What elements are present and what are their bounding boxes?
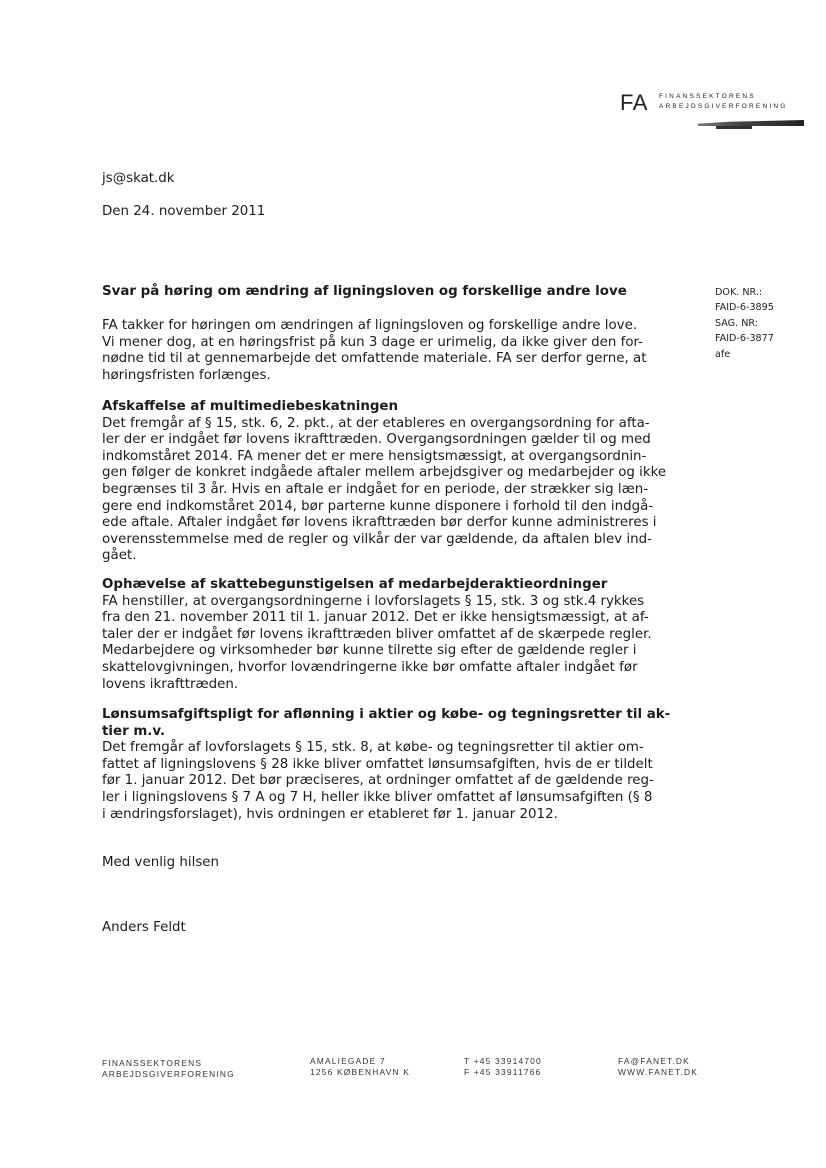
case-number-value: FAID-6-3877 xyxy=(715,333,774,345)
section-heading-line: tier m.v. xyxy=(102,723,166,739)
section-multimedia xyxy=(102,399,666,565)
closing-greeting: Med venlig hilsen xyxy=(102,855,220,870)
section-heading: Afskaffelse af multimediebeskatningen xyxy=(102,399,399,414)
recipient-email: js@skat.dk xyxy=(102,171,175,186)
logo-swoosh-underline xyxy=(716,126,752,129)
text-line: fra den 21. november 2011 til 1. januar 2012. Det er ikke hensigtsmæssigt, at af- xyxy=(102,610,649,626)
signature-name: Anders Feldt xyxy=(102,920,186,935)
author-initials: afe xyxy=(715,348,731,360)
section-employee-shares xyxy=(102,577,652,693)
text-line: skattelovgivningen, hvorfor lovændringerne ikke bør omfatte aftaler indgået før xyxy=(102,659,638,675)
doc-number-value: FAID-6-3895 xyxy=(715,302,774,314)
footer-phone-fax xyxy=(464,1056,542,1078)
text-line: gen følger de konkret indgåede aftaler mellem arbejdsgiver og medarbejder og ikke xyxy=(102,465,667,481)
text-line: før 1. januar 2012. Det bør præciseres, at ordninger omfattet af de gældende reg- xyxy=(102,773,654,789)
text-line: ler i ligningslovens § 7 A og 7 H, heller ikke bliver omfattet af lønsumsafgiften (§ 8 xyxy=(102,789,653,805)
reference-block xyxy=(715,285,774,362)
text-line: fattet af ligningslovens § 28 ikke bliver omfattet lønsumsafgiften, hvis de er tildelt xyxy=(102,756,653,772)
text-line: nødne tid til at gennemarbejde det omfattende materiale. FA ser derfor gerne, at xyxy=(102,351,647,367)
footer-street: AMALIEGADE 7 xyxy=(310,1056,386,1066)
text-line: i ændringsforslaget), hvis ordningen er etableret før 1. januar 2012. xyxy=(102,806,558,822)
footer-fax: F +45 33911766 xyxy=(464,1067,542,1077)
logo-mark: FA xyxy=(620,90,648,115)
text-line: høringsfristen forlænges. xyxy=(102,367,271,383)
text-line: indkomståret 2014. FA mener det er mere hensigtsmæssigt, at overgangsordnin- xyxy=(102,448,647,464)
text-line: FA henstiller, at overgangsordningerne i lovforslagets § 15, stk. 3 og stk.4 rykkes xyxy=(102,593,645,609)
footer-phone: T +45 33914700 xyxy=(464,1056,542,1066)
text-line: ler der er indgået før lovens ikrafttræden. Overgangsordningen gælder til og med xyxy=(102,432,651,448)
footer-address xyxy=(310,1056,410,1078)
company-logo xyxy=(620,84,810,134)
text-line: Medarbejdere og virksomheder bør kunne tilrette sig efter de gældende regler i xyxy=(102,643,637,659)
footer-city: 1256 KØBENHAVN K xyxy=(310,1067,411,1077)
case-number-label: SAG. NR: xyxy=(715,317,758,329)
footer-email: FA@FANET.DK xyxy=(618,1056,690,1066)
footer-organization xyxy=(102,1058,235,1080)
footer-org-line-2: ARBEJDSGIVERFORENING xyxy=(102,1069,235,1079)
text-line: begrænses til 3 år. Hvis en aftale er indgået for en periode, der strækker sig læn- xyxy=(102,481,649,497)
text-line: Det fremgår af § 15, stk. 6, 2. pkt., at der etableres en overgangsordning for afta- xyxy=(102,415,650,431)
footer-org-line-1: FINANSSEKTORENS xyxy=(102,1058,203,1068)
letter-date: Den 24. november 2011 xyxy=(102,204,266,219)
footer-contact xyxy=(618,1056,698,1078)
text-line: gere end indkomståret 2014, bør parterne kunne disponere i forhold til den indgå- xyxy=(102,498,654,514)
text-line: taler der er indgået før lovens ikrafttræden bliver omfattet af de skærpede regler. xyxy=(102,626,652,642)
text-line: gået. xyxy=(102,548,137,564)
logo-line-1: FINANSSEKTORENS xyxy=(659,93,756,100)
letter-title: Svar på høring om ændring af ligningsloven og forskellige andre love xyxy=(102,284,627,299)
doc-number-label: DOK. NR.: xyxy=(715,287,763,298)
section-heading-line: Lønsumsafgiftspligt for aflønning i aktier og købe- og tegningsretter til ak- xyxy=(102,707,671,722)
section-payroll-tax xyxy=(102,707,670,823)
text-line: Vi mener dog, at en høringsfrist på kun 3 dage er urimelig, da ikke giver den for- xyxy=(102,334,643,350)
logo-line-2: ARBEJDSGIVERFORENING xyxy=(659,103,788,110)
intro-paragraph xyxy=(102,318,646,384)
text-line: ede aftale. Aftaler indgået før lovens ikrafttræden bør derfor kunne administreres i xyxy=(102,515,657,531)
section-heading: Ophævelse af skattebegunstigelsen af medarbejderaktieordninger xyxy=(102,577,608,592)
text-line: lovens ikrafttræden. xyxy=(102,676,239,692)
text-line: Det fremgår af lovforslagets § 15, stk. 8, at købe- og tegningsretter til aktier om- xyxy=(102,740,644,756)
footer-website: WWW.FANET.DK xyxy=(618,1067,698,1077)
text-line: overensstemmelse med de regler og vilkår der var gældende, da aftalen blev ind- xyxy=(102,531,652,547)
text-line: FA takker for høringen om ændringen af ligningsloven og forskellige andre love. xyxy=(102,318,638,333)
